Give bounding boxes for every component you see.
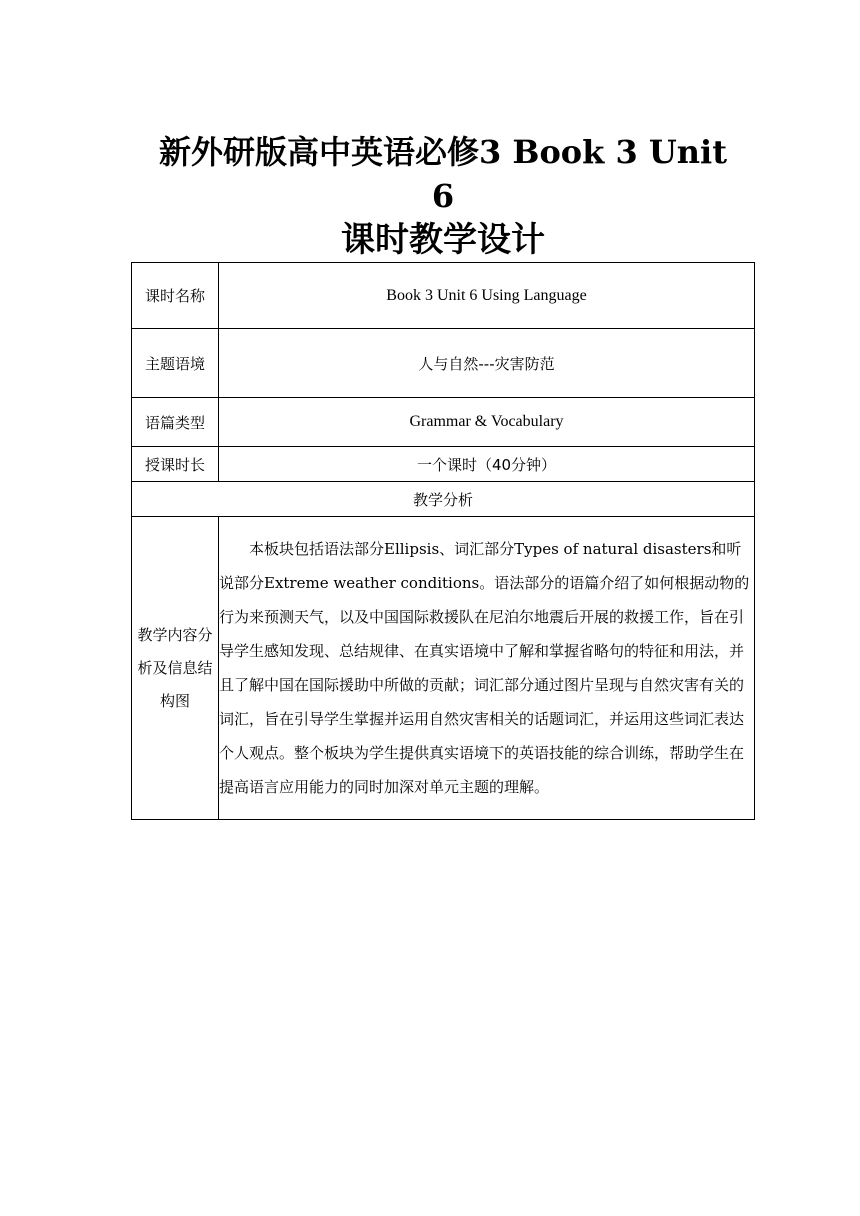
lesson-name-value: Book 3 Unit 6 Using Language [219, 263, 755, 329]
content-analysis-cell [219, 517, 755, 820]
document-title-line-2: 6 [431, 177, 455, 215]
document-title-line-1: 新外研版高中英语必修3 Book 3 Unit [159, 133, 727, 171]
lesson-name-label: 课时名称 [132, 263, 219, 329]
theme-context-value: 人与自然---灾害防范 [219, 329, 755, 398]
table-row [132, 482, 755, 517]
content-analysis-label: 教学内容分析及信息结构图 [132, 517, 219, 820]
content-analysis-text: 本板块包括语法部分Ellipsis、词汇部分Types of natural disasters和听说部分Extreme weather conditions。语法部分的语篇介绍了如何根据动物的行为来预测天气，以及中国国际救援队在尼泊尔地震后开展的救援工作，旨在引导学生感知发现、总结规律、在真实语境中了解和掌握省略句的特征和用法，并且了解中国在国际援助中所做的贡献；词汇部分通过图片呈现与自然灾害有关的词汇，旨在引导学生掌握并运用自然灾害相关的话题词汇，并运用这些词汇表达个人观点。整个板块为学生提供真实语境下的英语技能的综合训练，帮助学生在提高语言应用能力的同时加深对单元主题的理解。 [219, 540, 750, 796]
table-row [132, 329, 755, 398]
text-type-value: Grammar & Vocabulary [219, 398, 755, 447]
table-row [132, 517, 755, 820]
text-type-label: 语篇类型 [132, 398, 219, 447]
teaching-analysis-header: 教学分析 [132, 482, 755, 517]
document-title-line-3: 课时教学设计 [341, 220, 545, 260]
table-row [132, 398, 755, 447]
table-row [132, 447, 755, 482]
class-duration-value: 一个课时（40分钟） [219, 447, 755, 482]
lesson-design-table [131, 262, 755, 820]
table-row [132, 263, 755, 329]
theme-context-label: 主题语境 [132, 329, 219, 398]
class-duration-label: 授课时长 [132, 447, 219, 482]
